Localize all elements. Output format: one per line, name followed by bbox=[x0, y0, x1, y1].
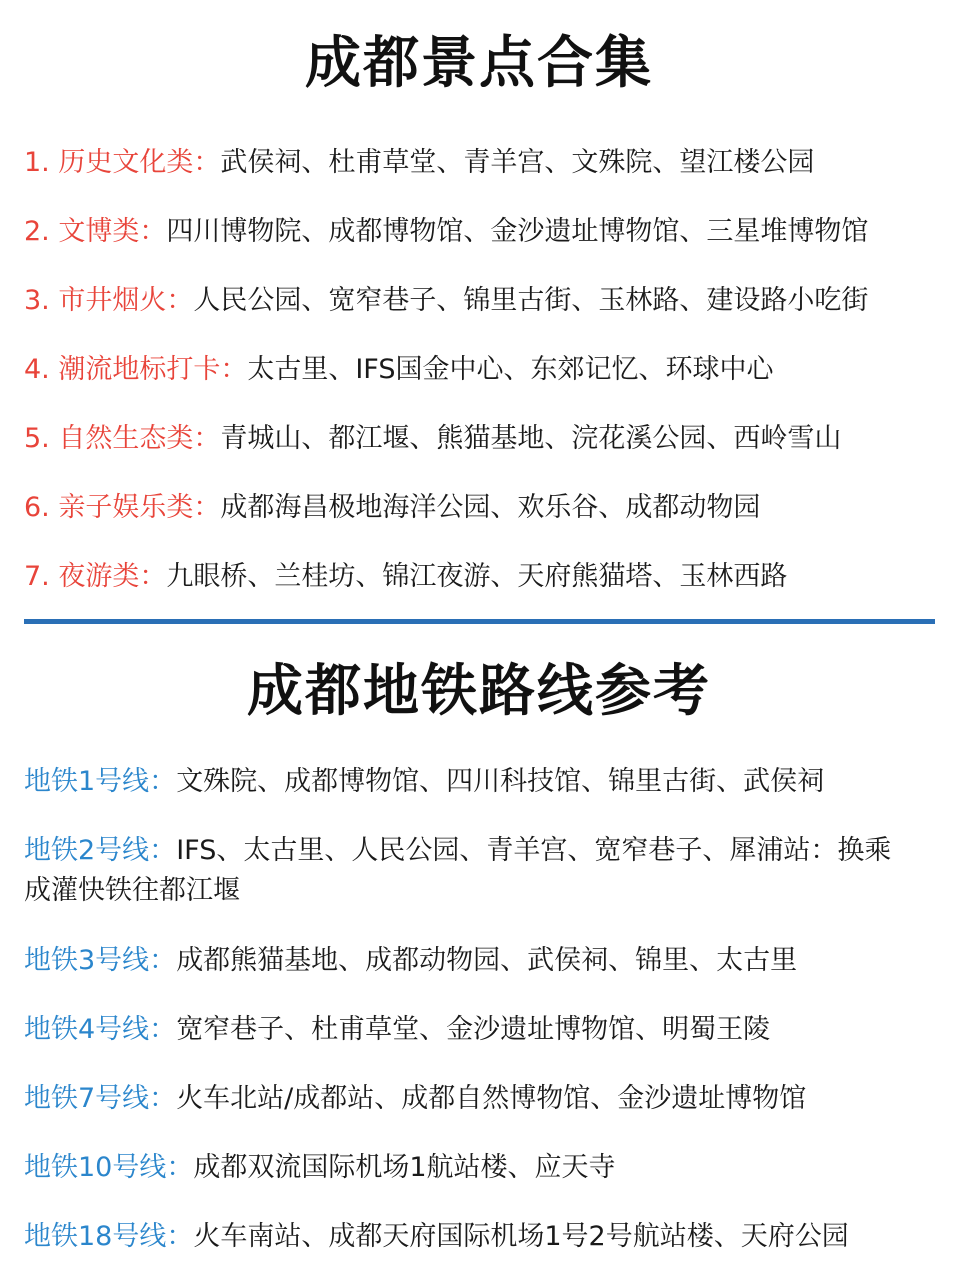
list-item bbox=[24, 419, 950, 459]
list-item bbox=[24, 212, 950, 252]
category-text: 成都海昌极地海洋公园、欢乐谷、成都动物园 bbox=[220, 492, 761, 523]
list-item bbox=[24, 281, 950, 321]
metro-line-text: 宽窄巷子、杜甫草堂、金沙遗址博物馆、明蜀王陵 bbox=[176, 1014, 771, 1045]
metro-line-label: 地铁3号线： bbox=[24, 945, 177, 976]
category-text: 九眼桥、兰桂坊、锦江夜游、天府熊猫塔、玉林西路 bbox=[166, 561, 788, 592]
category-text: 武侯祠、杜甫草堂、青羊宫、文殊院、望江楼公园 bbox=[220, 147, 815, 178]
metro-line-label: 地铁10号线： bbox=[24, 1152, 194, 1183]
category-text: 太古里、IFS国金中心、东郊记忆、环球中心 bbox=[247, 354, 774, 385]
list-item bbox=[24, 557, 950, 597]
category-label: 2. 文博类： bbox=[24, 216, 167, 247]
category-label: 1. 历史文化类： bbox=[24, 147, 221, 178]
category-label: 6. 亲子娱乐类： bbox=[24, 492, 221, 523]
category-label: 3. 市井烟火： bbox=[24, 285, 194, 316]
metro-line-text: 成都双流国际机场1航站楼、应天寺 bbox=[193, 1152, 616, 1183]
category-label: 4. 潮流地标打卡： bbox=[24, 354, 248, 385]
category-label: 5. 自然生态类： bbox=[24, 423, 221, 454]
list-item bbox=[24, 1079, 950, 1119]
category-text: 青城山、都江堰、熊猫基地、浣花溪公园、西岭雪山 bbox=[220, 423, 842, 454]
metro-line-label: 地铁1号线： bbox=[24, 766, 177, 797]
metro-line-label: 地铁4号线： bbox=[24, 1014, 177, 1045]
metro-line-text: 火车南站、成都天府国际机场1号2号航站楼、天府公园 bbox=[193, 1221, 849, 1252]
metro-line-text: 成都熊猫基地、成都动物园、武侯祠、锦里、太古里 bbox=[176, 945, 798, 976]
list-item bbox=[24, 350, 950, 390]
metro-line-label: 地铁18号线： bbox=[24, 1221, 194, 1252]
metro-line-label: 地铁7号线： bbox=[24, 1083, 177, 1114]
page-title-metro: 成都地铁路线参考 bbox=[247, 659, 711, 724]
list-item bbox=[24, 143, 950, 183]
list-item bbox=[24, 941, 950, 981]
metro-line-label: 地铁2号线： bbox=[24, 835, 177, 866]
category-text: 四川博物院、成都博物馆、金沙遗址博物馆、三星堆博物馆 bbox=[166, 216, 869, 247]
metro-line-text: IFS、太古里、人民公园、青羊宫、宽窄巷子、犀浦站：换乘成灌快铁往都江堰 bbox=[24, 835, 892, 906]
list-item bbox=[24, 1148, 950, 1188]
page-title-attractions: 成都景点合集 bbox=[305, 31, 653, 96]
section-divider bbox=[24, 619, 935, 624]
list-item bbox=[24, 762, 950, 802]
category-text: 人民公园、宽窄巷子、锦里古街、玉林路、建设路小吃街 bbox=[193, 285, 869, 316]
list-item bbox=[24, 831, 914, 911]
list-item bbox=[24, 1010, 950, 1050]
metro-line-text: 文殊院、成都博物馆、四川科技馆、锦里古街、武侯祠 bbox=[176, 766, 825, 797]
list-item bbox=[24, 1217, 950, 1257]
category-label: 7. 夜游类： bbox=[24, 561, 167, 592]
metro-line-text: 火车北站/成都站、成都自然博物馆、金沙遗址博物馆 bbox=[176, 1083, 807, 1114]
list-item bbox=[24, 488, 950, 528]
